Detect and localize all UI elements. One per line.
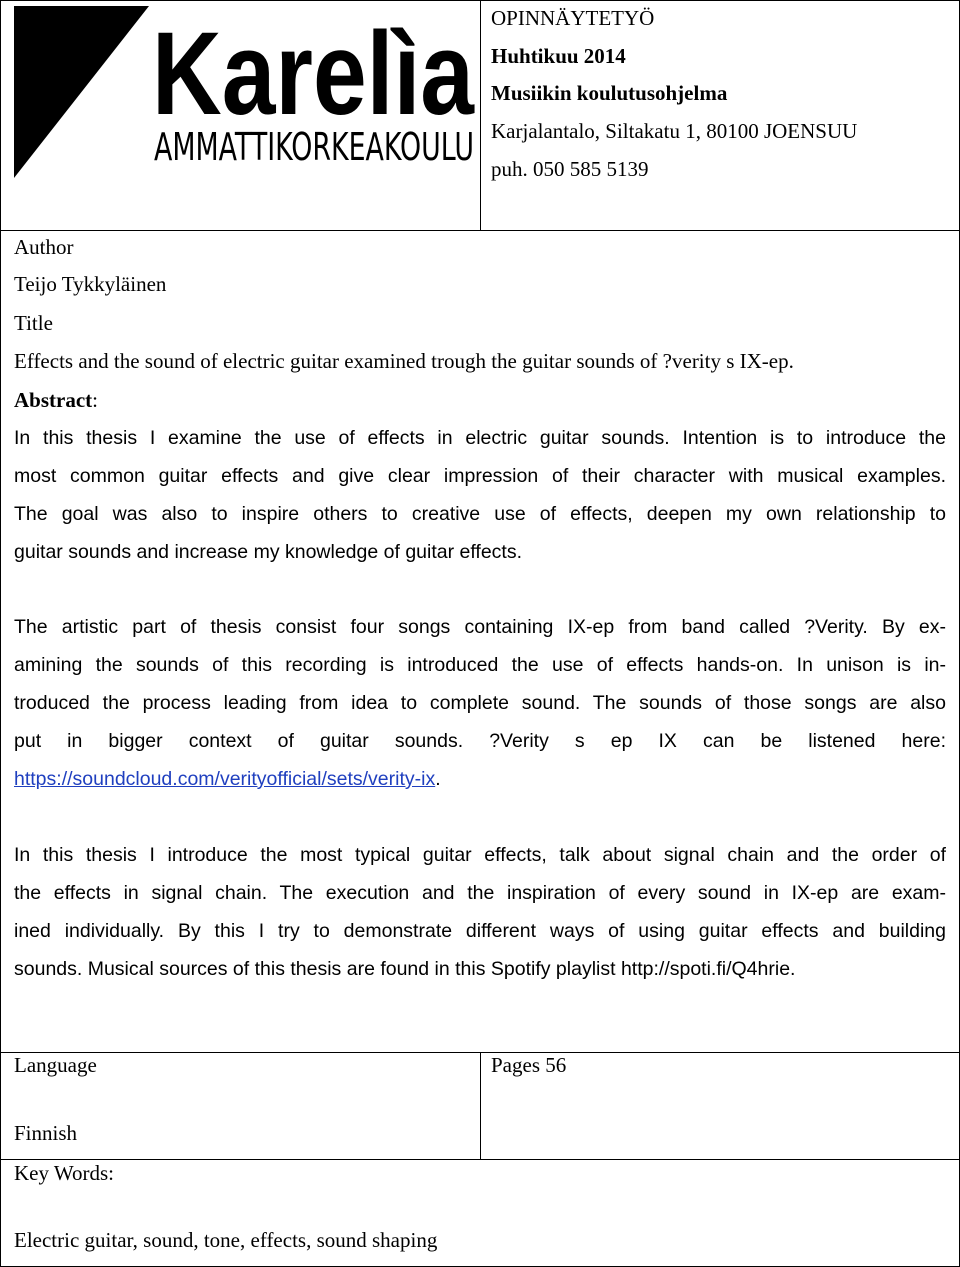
abstract-heading: Abstract: — [14, 388, 98, 412]
text-line: troduced the process leading from idea to complete sound. The sounds of those songs are also — [14, 692, 946, 714]
text-line: In this thesis I introduce the most typical guitar effects, talk about signal chain and the order of — [14, 844, 946, 866]
text-line: In this thesis I examine the use of effects in electric guitar sounds. Intention is to introduce the — [14, 427, 946, 449]
text-line: the effects in signal chain. The execution and the inspiration of every sound in IX-ep are exam- — [14, 882, 946, 904]
pages-label: Pages 56 — [491, 1053, 567, 1077]
text-line: The artistic part of thesis consist four songs containing IX-ep from band called ?Verity. By ex- — [14, 616, 946, 638]
info-box — [480, 0, 960, 231]
text-line: most common guitar effects and give clear impression of their character with musical examples. — [14, 465, 946, 487]
soundcloud-link[interactable]: https://soundcloud.com/verityofficial/sets/verity-ix — [14, 768, 436, 790]
abstract-label: Abstract — [14, 388, 93, 412]
keywords-value: Electric guitar, sound, tone, effects, sound shaping — [14, 1228, 438, 1252]
keywords-label: Key Words: — [14, 1161, 114, 1185]
doc-date: Huhtikuu 2014 — [491, 44, 626, 68]
degree-programme: Musiikin koulutusohjelma — [491, 81, 728, 105]
karelia-logo — [14, 6, 476, 186]
author-label: Author — [14, 235, 74, 259]
text-line: put in bigger context of guitar sounds. ?Verity s ep IX can be listened here: — [14, 730, 946, 752]
doc-type: OPINNÄYTETYÖ — [491, 6, 655, 30]
language-label: Language — [14, 1053, 97, 1077]
logo-subword: AMMATTIKORKEAKOULU — [154, 125, 474, 169]
text-line: guitar sounds and increase my knowledge of guitar effects. — [14, 541, 523, 563]
thesis-title: Effects and the sound of electric guitar examined trough the guitar sounds of ?verity s IX-ep. — [14, 349, 794, 373]
school-phone: puh. 050 585 5139 — [491, 157, 649, 181]
text-line: amining the sounds of this recording is introduced the use of effects hands-on. In unison is in- — [14, 654, 946, 676]
abstract-paragraph-1 — [14, 419, 946, 571]
language-value: Finnish — [14, 1121, 78, 1145]
text-line: ined individually. By this I try to demonstrate different ways of using guitar effects and building — [14, 920, 946, 942]
text-line — [14, 760, 946, 798]
school-address: Karjalantalo, Siltakatu 1, 80100 JOENSUU — [491, 119, 858, 143]
title-label: Title — [14, 311, 53, 335]
abstract-paragraph-2 — [14, 608, 946, 798]
abstract-paragraph-3 — [14, 836, 946, 988]
logo-triangle-mark — [14, 6, 149, 178]
logo-word: Karelìa — [152, 8, 476, 140]
link-suffix: . — [435, 768, 441, 790]
text-line: sounds. Musical sources of this thesis are found in this Spotify playlist http://spoti.fi/Q4hrie. — [14, 958, 796, 980]
author-name: Teijo Tykkyläinen — [14, 272, 167, 296]
text-line: The goal was also to inspire others to creative use of effects, deepen my own relationship to — [14, 503, 946, 525]
